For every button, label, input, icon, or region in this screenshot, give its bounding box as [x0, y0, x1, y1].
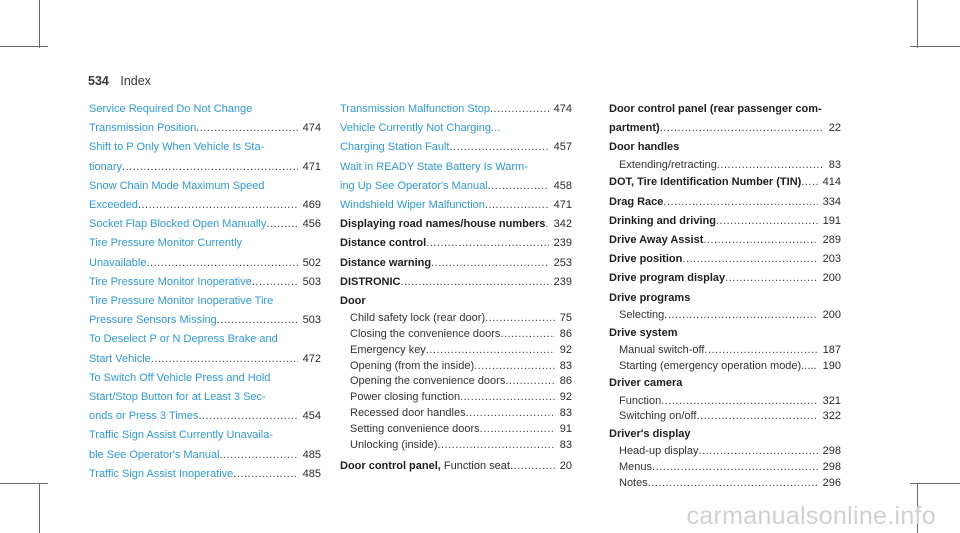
subentry-label: Closing the convenience doors [350, 328, 501, 341]
subentry-label: Manual switch-off [619, 343, 705, 356]
subentry-row [340, 343, 572, 359]
page-ref: 471 [553, 199, 572, 212]
entry-line: Snow Chain Mode Maximum Speed [89, 179, 265, 192]
crop-mark [39, 0, 40, 48]
index-entry-link[interactable] [89, 234, 321, 272]
subentry-label: Menus [619, 461, 653, 474]
door-subentries [340, 311, 572, 453]
page-ref: 454 [302, 410, 321, 423]
entry-row [609, 212, 841, 231]
page-ref: 203 [822, 253, 841, 266]
entry-label: Socket Flap Blocked Open Manually [89, 218, 267, 231]
entry-line: To Deselect P or N Depress Brake and [89, 333, 278, 346]
subentry-label: Power closing function [350, 391, 461, 404]
dot-leader [716, 212, 818, 231]
entry-row [89, 311, 321, 330]
page-ref: 298 [822, 445, 841, 458]
page-ref: 86 [559, 328, 572, 341]
entry-label: Unavailable [89, 256, 147, 269]
entry-label: onds or Press 3 Times [89, 410, 199, 423]
subentry-row [609, 359, 841, 375]
index-entry [609, 173, 841, 192]
index-entry [609, 289, 841, 324]
page-ref: 83 [559, 438, 572, 451]
entry-row [89, 254, 321, 273]
index-entry [609, 324, 841, 375]
dot-leader [725, 269, 817, 288]
index-entry [609, 138, 841, 173]
entry-row [89, 465, 321, 484]
entry-row [609, 250, 841, 269]
subentries [609, 158, 841, 174]
entry-title: Door handles [609, 141, 680, 154]
index-entry [609, 212, 841, 231]
entry-label-group [340, 457, 510, 476]
dot-leader [490, 100, 549, 119]
dot-leader [220, 446, 298, 465]
subentry-row [609, 343, 841, 359]
entry-title: Drinking and driving [609, 214, 716, 227]
subentry-label: Extending/retracting [619, 158, 717, 171]
page-ref: 92 [559, 391, 572, 404]
page-ref: 187 [822, 343, 841, 356]
dot-leader [696, 409, 817, 425]
entry-title: Drive programs [609, 291, 691, 304]
subentries [609, 444, 841, 491]
index-entry [609, 269, 841, 288]
entry-label: Windshield Wiper Malfunction [340, 199, 485, 212]
entry-label: tionary [89, 160, 123, 173]
dot-leader [717, 158, 824, 174]
subentry-label: Function seat [443, 460, 510, 473]
page-ref: 296 [822, 477, 841, 490]
index-entry-link[interactable] [89, 465, 321, 484]
subentries [609, 343, 841, 375]
index-entry-link[interactable] [89, 369, 321, 427]
entry-label: Pressure Sensors Missing [89, 314, 217, 327]
entry-row [340, 100, 572, 119]
page-ref: 458 [553, 179, 572, 192]
dot-leader [660, 119, 824, 138]
entry-label: Start Vehicle [89, 352, 151, 365]
entry-line: To Switch Off Vehicle Press and Hold [89, 371, 271, 384]
subentry-row [340, 311, 572, 327]
page-ref: 200 [822, 272, 841, 285]
index-entry-link[interactable] [89, 100, 321, 138]
dot-leader [466, 406, 555, 422]
page-ref: 92 [559, 343, 572, 356]
page-ref: 321 [822, 394, 841, 407]
page-ref: 472 [302, 352, 321, 365]
dot-leader [460, 390, 555, 406]
entry-title: Displaying road names/house numbers [340, 218, 546, 231]
index-entry [340, 254, 572, 273]
dot-leader [217, 311, 298, 330]
entry-title: DISTRONIC [340, 275, 401, 288]
entry-title: partment) [609, 122, 660, 135]
dot-leader [151, 350, 298, 369]
dot-leader [661, 394, 817, 410]
dot-leader [196, 119, 297, 138]
dot-leader [703, 231, 817, 250]
entry-row [340, 138, 572, 157]
dot-leader [664, 308, 817, 324]
entry-row [609, 173, 841, 192]
entry-title: Drive position [609, 253, 683, 266]
entry-label: Exceeded [89, 199, 138, 212]
entry-line: Tire Pressure Monitor Currently [89, 237, 243, 250]
index-entry [340, 215, 572, 234]
page-ref: 253 [553, 256, 572, 269]
page-ref: 91 [559, 422, 572, 435]
subentry-row [340, 359, 572, 375]
dot-leader [198, 407, 297, 426]
entry-line: Start/Stop Button for at Least 3 Sec- [89, 391, 266, 404]
entry-row [609, 119, 841, 138]
page-ref: 289 [822, 234, 841, 247]
index-entry-link[interactable] [340, 100, 572, 119]
entry-row [89, 350, 321, 369]
page-ref: 457 [553, 141, 572, 154]
entry-row [89, 119, 321, 138]
entry-title: Door control panel, [340, 460, 441, 473]
index-entry [609, 374, 841, 425]
page-ref: 191 [822, 214, 841, 227]
entry-title: Drive Away Assist [609, 234, 704, 247]
dot-leader [426, 343, 555, 359]
page-ref: 298 [822, 461, 841, 474]
page-ref: 503 [302, 275, 321, 288]
subentry-label: Function [619, 394, 662, 407]
page-ref: 200 [822, 308, 841, 321]
entry-title-line: Door control panel (rear passenger com- [609, 103, 822, 115]
crop-mark [0, 483, 48, 484]
dot-leader [663, 193, 817, 212]
dot-leader [699, 444, 818, 460]
entry-row [89, 273, 321, 292]
dot-leader [801, 173, 817, 192]
dot-leader [449, 138, 548, 157]
dot-leader [437, 438, 554, 454]
entry-line: Tire Pressure Monitor Inoperative Tire [89, 295, 274, 308]
index-entry [609, 250, 841, 269]
page-ref: 334 [822, 195, 841, 208]
subentry-label: Unlocking (inside) [350, 438, 438, 451]
index-entry-link[interactable] [89, 273, 321, 292]
index-entry-link[interactable] [89, 138, 321, 176]
dot-leader [474, 359, 555, 375]
entry-line: Wait in READY State Battery Is Warm- [340, 160, 528, 173]
dot-leader [480, 422, 555, 438]
dot-leader [682, 250, 817, 269]
page-ref: 342 [553, 218, 572, 231]
crop-mark [0, 46, 48, 47]
entry-title: Drive program display [609, 272, 726, 285]
entry-row [89, 407, 321, 426]
index-entry [609, 231, 841, 250]
index-entry [340, 457, 572, 476]
entry-row [609, 193, 841, 212]
crop-mark [910, 46, 960, 47]
entry-row [89, 215, 321, 234]
page-ref: 20 [559, 460, 572, 473]
entry-title: Driver's display [609, 428, 691, 441]
index-entry [609, 100, 841, 138]
dot-leader [704, 343, 817, 359]
entry-row [89, 196, 321, 215]
index-entry [340, 234, 572, 253]
dot-leader [485, 311, 555, 327]
entry-label: Tire Pressure Monitor Inoperative [89, 275, 252, 288]
subentry-label: Recessed door handles [350, 407, 466, 420]
entry-line: Shift to P Only When Vehicle Is Sta- [89, 141, 265, 154]
subentry-row [609, 476, 841, 492]
entry-title: DOT, Tire Identification Number (TIN) [609, 176, 802, 189]
dot-leader [652, 460, 818, 476]
page-ref: 474 [553, 103, 572, 115]
entry-title: Distance warning [340, 256, 432, 269]
entry-row [340, 177, 572, 196]
index-entry-link[interactable] [89, 177, 321, 215]
page-ref: 83 [559, 359, 572, 372]
dot-leader [431, 254, 549, 273]
dot-leader [401, 273, 549, 292]
dot-leader [252, 273, 298, 292]
index-entry-link[interactable] [340, 119, 572, 157]
dot-leader [146, 254, 297, 273]
subentry-row [340, 422, 572, 438]
dot-leader [505, 374, 554, 390]
subentry-row [340, 406, 572, 422]
page-ref: 485 [302, 467, 321, 480]
watermark-text: carmanualsonline.info [686, 502, 936, 530]
entry-line: Service Required Do Not Change [89, 103, 253, 115]
subentries [609, 394, 841, 426]
dot-leader [233, 465, 297, 484]
entry-title-door: Door [340, 295, 366, 308]
subentry-label: Opening (from the inside) [350, 359, 475, 372]
index-entry-link[interactable] [89, 292, 321, 330]
index-column-2 [340, 100, 572, 477]
page-ref: 83 [828, 158, 841, 171]
subentry-label: Opening the convenience doors [350, 375, 506, 388]
page-ref: 86 [559, 375, 572, 388]
index-entry-link[interactable] [89, 330, 321, 368]
entry-label: Transmission Malfunction Stop [340, 103, 490, 115]
dot-leader [510, 457, 555, 476]
subentries [609, 308, 841, 324]
page-header [88, 74, 151, 88]
dot-leader [500, 327, 554, 343]
dot-leader [266, 215, 297, 234]
subentry-row [340, 438, 572, 454]
section-title: Index [120, 74, 151, 88]
subentry-row [609, 460, 841, 476]
entry-row [340, 196, 572, 215]
entry-label: ing Up See Operator's Manual [340, 179, 488, 192]
index-entry-link[interactable] [89, 215, 321, 234]
index-column-1 [89, 100, 321, 484]
subentry-row [609, 394, 841, 410]
page-ref: 503 [302, 314, 321, 327]
entry-line: Vehicle Currently Not Charging... [340, 122, 501, 135]
page-ref: 471 [302, 160, 321, 173]
index-entry [609, 425, 841, 492]
index-entry-link[interactable] [340, 158, 572, 196]
page-ref: 414 [822, 176, 841, 189]
index-entry [609, 193, 841, 212]
page-number: 534 [88, 74, 109, 88]
page-ref: 239 [553, 237, 572, 250]
subentry-row [609, 444, 841, 460]
entry-label: Charging Station Fault [340, 141, 450, 154]
crop-mark [39, 483, 40, 533]
page-ref: 456 [302, 218, 321, 231]
entry-row [89, 446, 321, 465]
entry-label: Traffic Sign Assist Inoperative [89, 467, 234, 480]
subentry-row [340, 374, 572, 390]
subentry-label: Setting convenience doors [350, 422, 480, 435]
index-entry [340, 273, 572, 292]
crop-mark [917, 0, 918, 48]
index-column-3 [609, 100, 841, 492]
entry-label: ble See Operator's Manual [89, 448, 220, 461]
subentry-label: Selecting [619, 308, 665, 321]
entry-row [609, 269, 841, 288]
subentry-row [609, 308, 841, 324]
subentry-label: Switching on/off [619, 410, 697, 423]
page-ref: 469 [302, 199, 321, 212]
index-entry-link[interactable] [89, 426, 321, 464]
subentry-row [609, 158, 841, 174]
dot-leader [426, 234, 548, 253]
dot-leader [138, 196, 298, 215]
page-ref: 75 [559, 312, 572, 325]
index-entry-link[interactable] [340, 196, 572, 215]
subentry-label: Child safety lock (rear door) [350, 312, 486, 325]
dot-leader [648, 476, 818, 492]
subentry-label: Head-up display [619, 445, 699, 458]
subentry-row [609, 409, 841, 425]
entry-row [89, 158, 321, 177]
entry-row [609, 231, 841, 250]
entry-label: Transmission Position [89, 122, 197, 135]
entry-line: Traffic Sign Assist Currently Unavaila- [89, 429, 274, 442]
entry-title: Driver camera [609, 377, 683, 390]
entry-title: Drag Race [609, 195, 664, 208]
dot-leader [488, 177, 549, 196]
page-ref: 83 [559, 407, 572, 420]
subentry-label: Emergency key [350, 343, 426, 356]
page-ref: 502 [302, 256, 321, 269]
dot-leader [485, 196, 549, 215]
crop-mark [910, 483, 960, 484]
page-ref: 239 [553, 275, 572, 288]
subentry-label: Starting (emergency operation mode).... [619, 359, 814, 372]
entry-title: Drive system [609, 326, 678, 339]
page-ref: 322 [822, 410, 841, 423]
page-ref: 22 [828, 122, 841, 135]
subentry-row [340, 390, 572, 406]
entry-title: Distance control [340, 237, 427, 250]
dot-leader [122, 158, 298, 177]
page-ref: 485 [302, 448, 321, 461]
page-ref: 190 [822, 359, 841, 372]
subentry-label: Notes [619, 477, 648, 490]
page-ref: 474 [302, 122, 321, 135]
subentry-row [340, 327, 572, 343]
